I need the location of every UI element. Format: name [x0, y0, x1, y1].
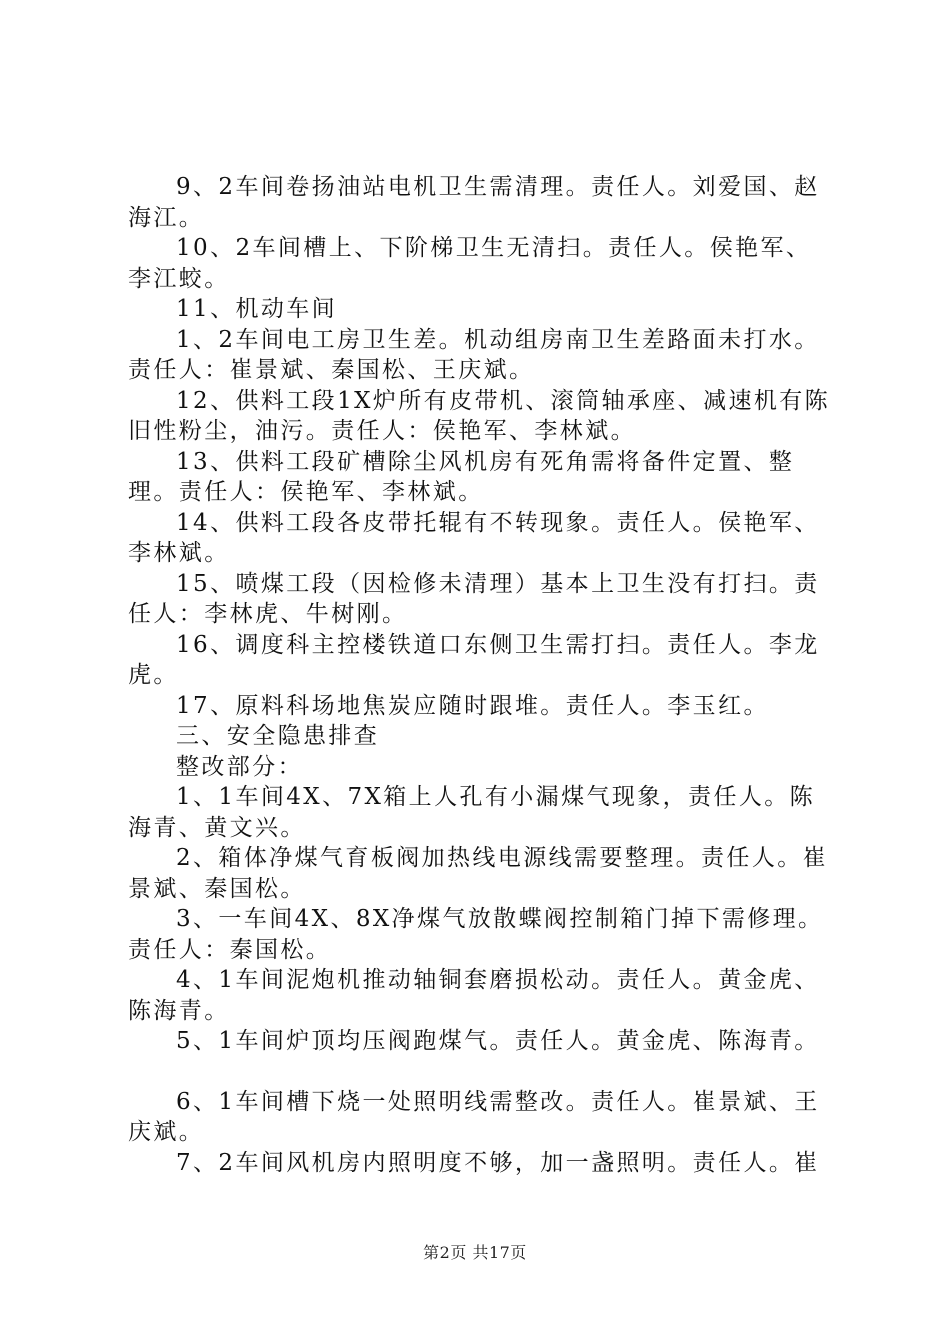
- paragraph-item-13: 13、供料工段矿槽除尘风机房有死角需将备件定置、整理。责任人：侯艳军、李林斌。: [128, 448, 795, 505]
- subsection-heading-rectification: 整改部分：: [176, 753, 303, 780]
- hazard-item-7: 7、2车间风机房内照明度不够，加一盏照明。责任人。崔: [176, 1149, 820, 1176]
- paragraph-item-12: 12、供料工段1X炉所有皮带机、滚筒轴承座、减速机有陈旧性粉尘，油污。责任人：侯艳军、李林斌。: [128, 387, 831, 444]
- paragraph-item-14: 14、供料工段各皮带托辊有不转现象。责任人。侯艳军、李林斌。: [128, 509, 820, 566]
- paragraph-item-11: 11、机动车间: [176, 296, 338, 322]
- paragraph-item-10: 10、2车间槽上、下阶梯卫生无清扫。责任人。侯艳军、李江蛟。: [128, 235, 812, 292]
- paragraph-item-9: 9、2车间卷扬油站电机卫生需清理。责任人。刘爱国、赵海江。: [128, 174, 820, 231]
- section-heading-safety: 三、安全隐患排查: [176, 723, 380, 749]
- hazard-item-1: 1、1车间4X、7X箱上人孔有小漏煤气现象，责任人。陈海青、黄文兴。: [128, 784, 816, 841]
- hazard-item-4: 4、1车间泥炮机推动轴铜套磨损松动。责任人。黄金虎、陈海青。: [128, 967, 820, 1024]
- hazard-item-3: 3、一车间4X、8X净煤气放散蝶阀控制箱门掉下需修理。责任人：秦国松。: [128, 906, 824, 963]
- document-body: [128, 172, 833, 1178]
- hazard-item-5: 5、1车间炉顶均压阀跑煤气。责任人。黄金虎、陈海青。: [176, 1028, 820, 1054]
- paragraph-item-16: 16、调度科主控楼铁道口东侧卫生需打扫。责任人。李龙虎。: [128, 631, 820, 688]
- paragraph-sub-item-1: 1、2车间电工房卫生差。机动组房南卫生差路面未打水。责任人：崔景斌、秦国松、王庆斌。: [128, 326, 820, 383]
- hazard-item-2: 2、箱体净煤气育板阀加热线电源线需要整理。责任人。崔景斌、秦国松。: [128, 845, 829, 902]
- paragraph-item-17: 17、原料科场地焦炭应随时跟堆。责任人。李玉红。: [176, 692, 769, 719]
- page-footer: 第2页 共17页: [423, 1243, 527, 1262]
- paragraph-item-15: 15、喷煤工段（因检修未清理）基本上卫生没有打扫。责任人：李林虎、牛树刚。: [128, 570, 820, 627]
- hazard-item-6: 6、1车间槽下烧一处照明线需整改。责任人。崔景斌、王庆斌。: [128, 1088, 820, 1145]
